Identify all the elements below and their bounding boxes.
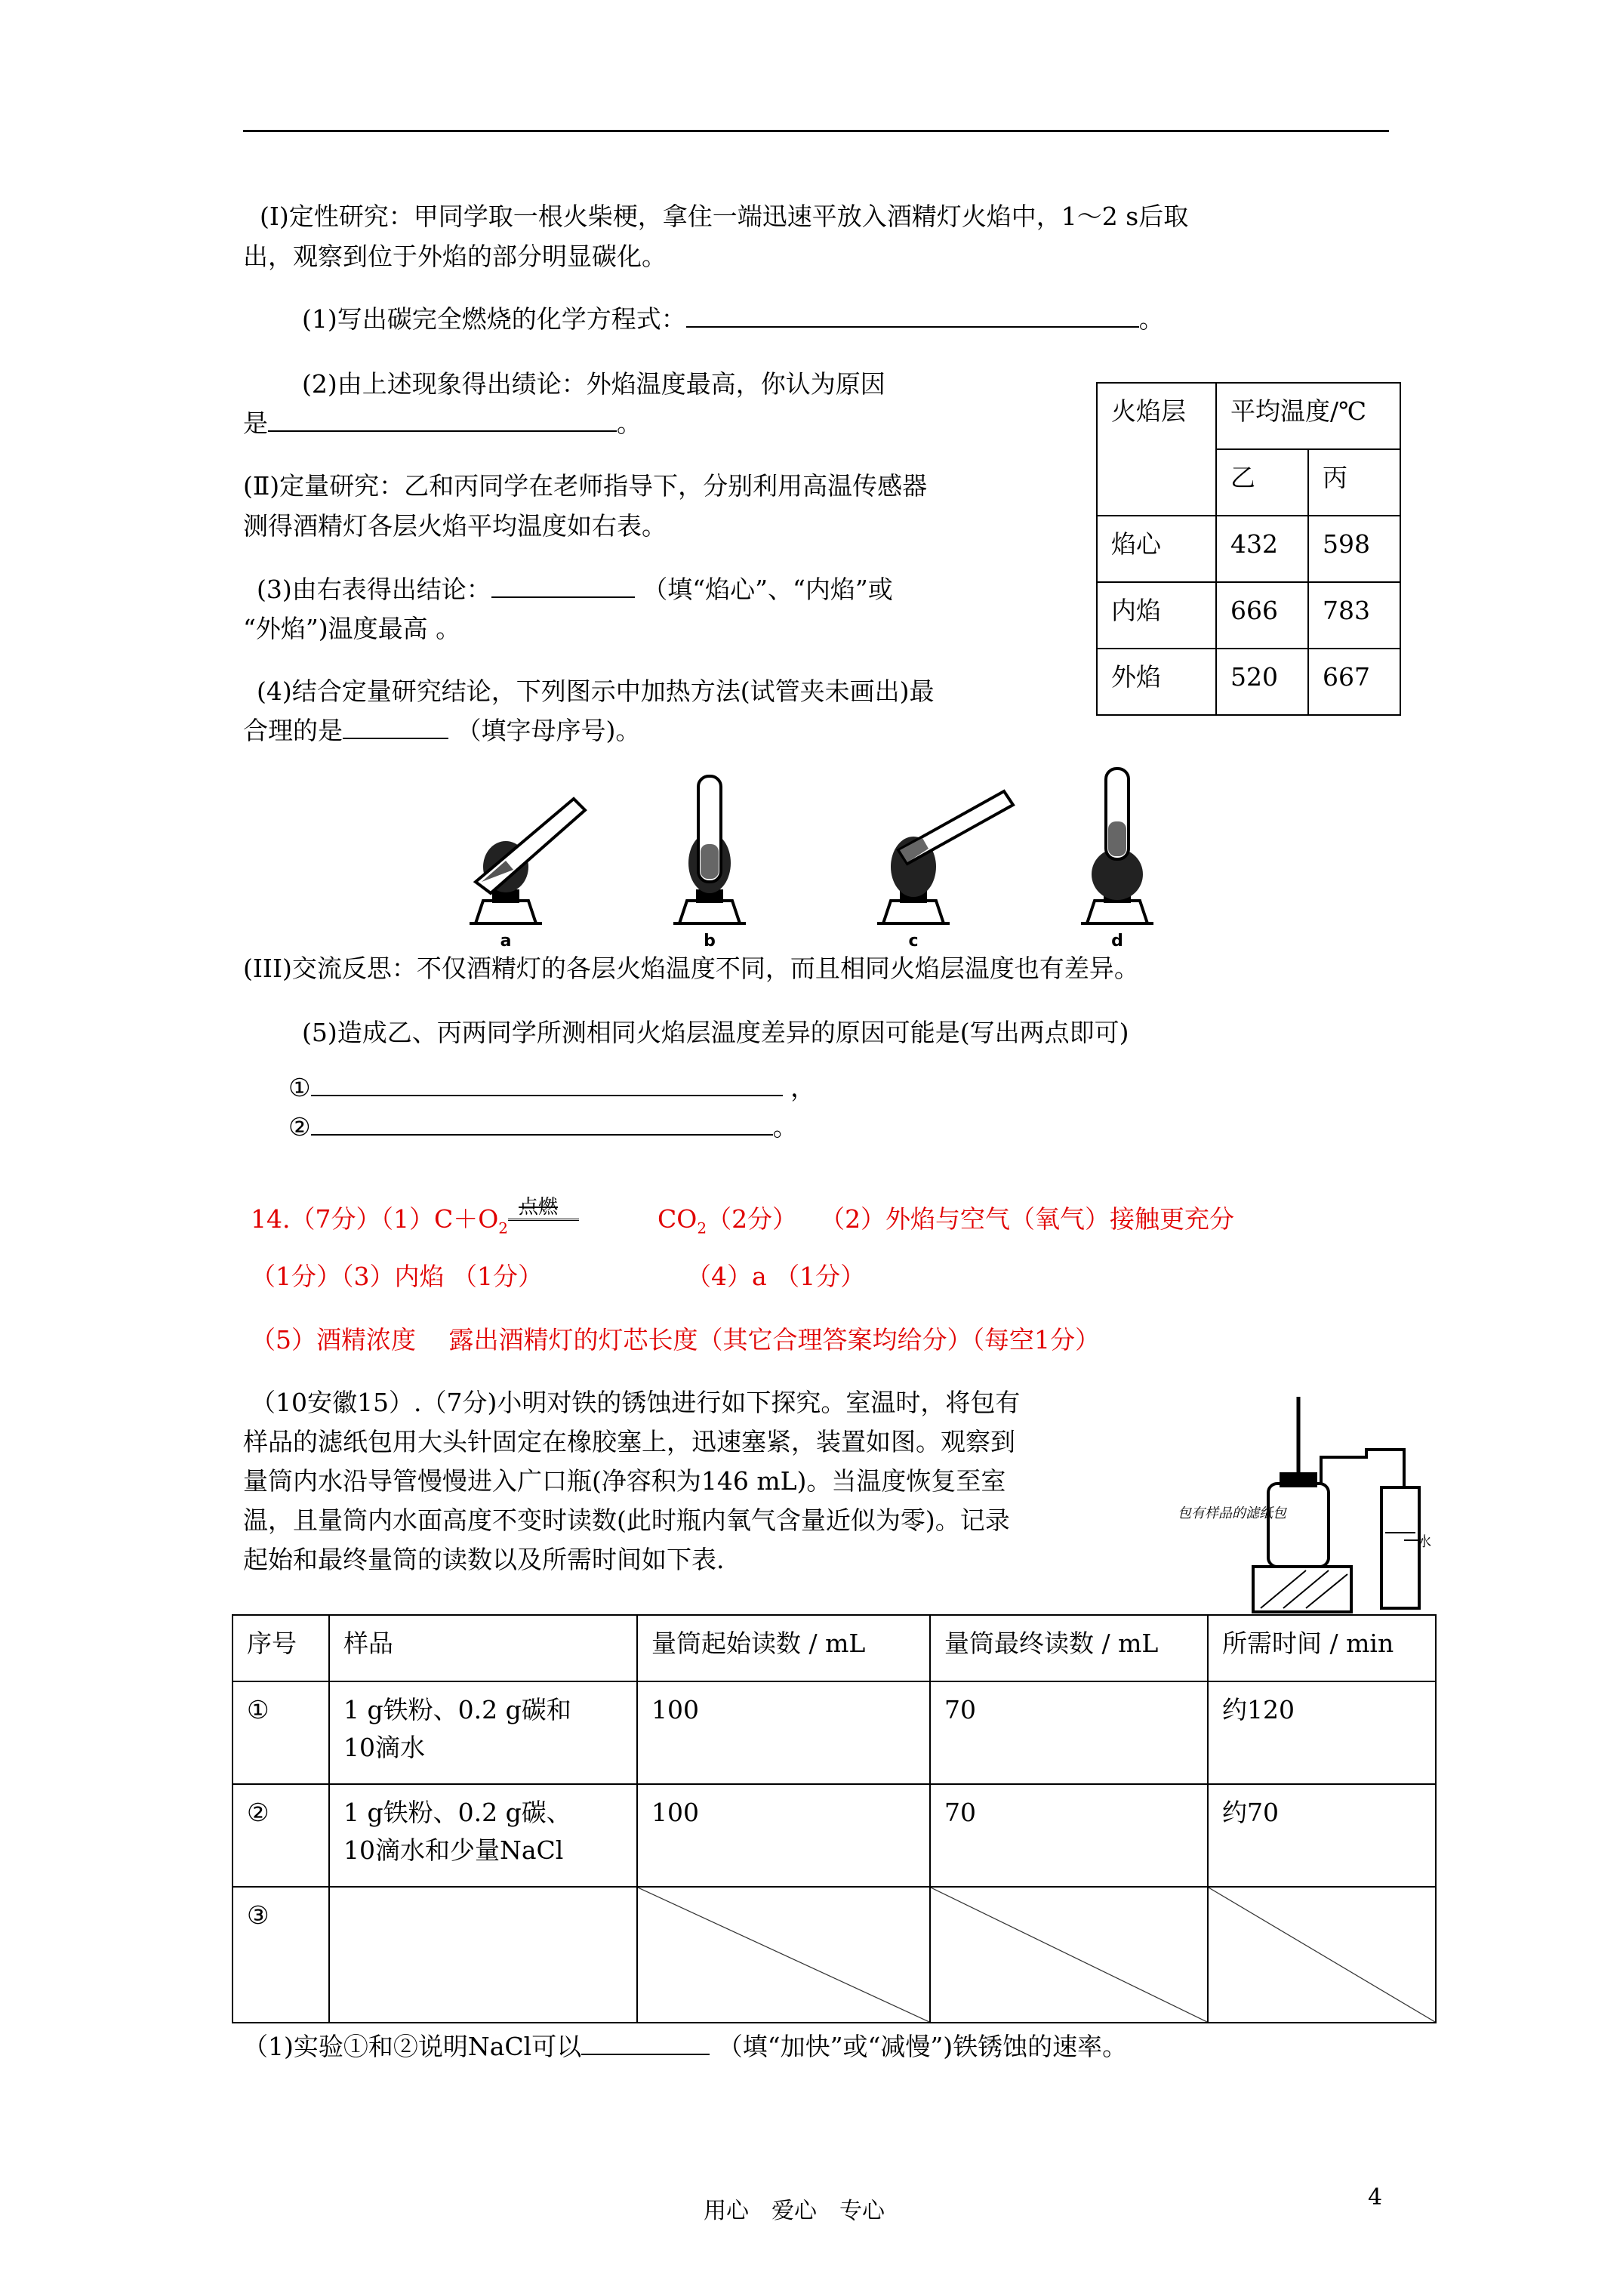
q4-answer-blank[interactable]	[343, 712, 448, 739]
q1-text: (1)写出碳完全燃烧的化学方程式：	[302, 304, 686, 334]
footer-motto: 用心 爱心 专心	[704, 2198, 885, 2224]
flame-table-sub-yi: 乙	[1216, 449, 1308, 516]
q5-text: (5)造成乙、丙两同学所测相同火焰层温度差异的原因可能是(写出两点即可)	[302, 1018, 1129, 1047]
q15-1-text-b: （填“加快”或“减慢”)铁锈蚀的速率。	[717, 2032, 1128, 2061]
q5-marker-2: ②	[288, 1112, 311, 1142]
q4-line2a: 合理的是	[243, 716, 343, 745]
q5-answer-blank-2[interactable]	[311, 1108, 773, 1136]
answer14-sub-co2: 2	[697, 1219, 707, 1237]
answer14-line3: （5）酒精浓度 露出酒精灯的灯芯长度（其它合理答案均给分）（每空1分）	[251, 1325, 1100, 1354]
q2-line2-text: 是	[243, 408, 268, 438]
q15-line5: 起始和最终量筒的读数以及所需时间如下表.	[243, 1545, 725, 1574]
q3-line1a: (3)由右表得出结论：	[257, 575, 491, 604]
q5-answer-blank-1[interactable]	[311, 1069, 783, 1096]
q15-line1: （10安徽15）.（7分)小明对铁的锈蚀进行如下探究。室温时，将包有	[251, 1388, 1021, 1417]
q15-1-text-a: （1)实验①和②说明NaCl可以	[243, 2032, 582, 2061]
q15-line2: 样品的滤纸包用大头针固定在橡胶塞上，迅速塞紧，装置如图。观察到	[243, 1427, 1015, 1456]
sec1-line2: 出，观察到位于外焰的部分明显碳化。	[243, 242, 667, 271]
q4-line2b: （填字母序号)。	[456, 716, 641, 745]
figure-label-c: c	[908, 932, 919, 951]
q3-line1	[257, 571, 893, 609]
rust-table-cell: 70	[930, 1784, 1208, 1887]
answer14-score1: （2分）	[707, 1204, 798, 1234]
answer14-line2	[251, 1258, 865, 1296]
rust-data-table	[232, 1614, 1437, 2023]
q4-line1: (4)结合定量研究结论，下列图示中加热方法(试管夹未画出)最	[257, 676, 935, 706]
q1	[302, 300, 1164, 338]
q3-answer-blank[interactable]	[491, 571, 635, 598]
flame-temperature-table	[1096, 382, 1401, 716]
rust-table-cell: ③	[233, 1887, 329, 2023]
figure-b-lamp	[673, 776, 746, 923]
q15-line4: 温，且量筒内水面高度不变时读数(此时瓶内氧气含量近似为零)。记录	[243, 1505, 1010, 1535]
answer14-line1	[251, 1196, 1235, 1247]
rust-table-cell	[329, 1784, 637, 1887]
q15-line3: 量筒内水沿导管慢慢进入广口瓶(净容积为146 mL)。当温度恢复至室	[243, 1466, 1006, 1496]
flame-table-value: 520	[1216, 649, 1308, 715]
page-number: 4	[1368, 2184, 1383, 2211]
ignite-bar	[508, 1219, 579, 1221]
rust-table-header: 序号	[233, 1615, 329, 1681]
q1-end: 。	[1138, 304, 1164, 334]
sec1-line1: (I)定性研究：甲同学取一根火柴梗，拿住一端迅速平放入酒精灯火焰中，1～2 s后取	[260, 202, 1189, 231]
answer14-reactants: 14.（7分）（1）C＋O	[251, 1204, 499, 1234]
sample-line-1: 1 g铁粉、0.2 g碳、	[343, 1798, 571, 1827]
q2-end: 。	[617, 408, 642, 438]
sec2-line2: 测得酒精灯各层火焰平均温度如右表。	[243, 511, 667, 541]
answer14-part3: （1分）（3）内焰 （1分）	[251, 1262, 543, 1291]
apparatus-label-water: 水	[1418, 1534, 1431, 1550]
q15-1-answer-blank[interactable]	[581, 2028, 710, 2055]
rust-table-header: 量筒最终读数 / mL	[930, 1615, 1208, 1681]
figure-label-d: d	[1111, 932, 1123, 951]
rust-table-cell: 100	[637, 1784, 930, 1887]
answer14-part4: （4）a （1分）	[685, 1262, 866, 1291]
answer14-part2: （2）外焰与空气（氧气）接触更充分	[820, 1204, 1235, 1234]
rust-table-header: 样品	[329, 1615, 637, 1681]
rust-table-cell: ①	[233, 1681, 329, 1784]
ignite-arrow	[508, 1196, 584, 1232]
flame-table-value: 598	[1308, 516, 1400, 582]
answer14-product: CO	[658, 1204, 698, 1234]
q5-end: 。	[772, 1112, 798, 1142]
heating-methods-figure	[430, 769, 1246, 950]
q4-line2	[243, 712, 640, 750]
ignite-label: 点燃	[519, 1196, 559, 1219]
figure-c-lamp	[877, 791, 1013, 923]
figure-label-a: a	[500, 932, 512, 951]
rust-table-blank-cell[interactable]	[637, 1887, 930, 2023]
q2-line1: (2)由上述现象得出绩论：外焰温度最高，你认为原因	[302, 369, 885, 399]
flame-table-value: 783	[1308, 582, 1400, 649]
q3-line2: “外焰”)温度最高 。	[243, 614, 461, 643]
figure-d-lamp	[1081, 769, 1153, 923]
sec3-line1: (III)交流反思：不仅酒精灯的各层火焰温度不同，而且相同火焰层温度也有差异。	[243, 954, 1139, 983]
rust-table-blank-cell[interactable]	[1208, 1887, 1436, 2023]
flame-table-sub-bing: 丙	[1308, 449, 1400, 516]
rust-table-header: 量筒起始读数 / mL	[637, 1615, 930, 1681]
flame-table-layer: 焰心	[1097, 516, 1216, 582]
flame-table-value: 666	[1216, 582, 1308, 649]
flame-table-header-layer: 火焰层	[1097, 383, 1216, 516]
rust-table-cell	[329, 1681, 637, 1784]
rust-table-cell: 约70	[1208, 1784, 1436, 1887]
sample-line-2: 10滴水和少量NaCl	[343, 1835, 564, 1865]
flame-table-value: 432	[1216, 516, 1308, 582]
q2-line2	[243, 405, 642, 442]
apparatus-label-bag: 包有样品的滤纸包	[1178, 1505, 1286, 1521]
q3-line1b: （填“焰心”、“内焰”或	[642, 575, 893, 604]
rust-table-cell: ②	[233, 1784, 329, 1887]
flame-table-layer: 外焰	[1097, 649, 1216, 715]
q5-answer-2	[288, 1108, 798, 1146]
figure-label-b: b	[704, 932, 716, 951]
sample-line-2: 10滴水	[343, 1733, 425, 1762]
answer14-sub-o2: 2	[498, 1219, 509, 1237]
q2-answer-blank[interactable]	[268, 405, 617, 432]
q15-1	[243, 2028, 1127, 2066]
sample-line-1: 1 g铁粉、0.2 g碳和	[343, 1695, 571, 1724]
figure-a-lamp	[470, 799, 585, 923]
flame-table-header-temp: 平均温度/℃	[1216, 383, 1400, 449]
rust-table-blank-cell[interactable]	[930, 1887, 1208, 2023]
q5-answer-1	[288, 1069, 815, 1107]
flame-table-layer: 内焰	[1097, 582, 1216, 649]
rust-table-cell: 100	[637, 1681, 930, 1784]
rust-table-cell: 约120	[1208, 1681, 1436, 1784]
q5-sep-1: ，	[790, 1073, 816, 1102]
flame-table-value: 667	[1308, 649, 1400, 715]
rust-apparatus-figure	[1178, 1382, 1431, 1616]
q1-answer-blank[interactable]	[686, 300, 1139, 328]
q5-marker-1: ①	[288, 1073, 311, 1102]
header-rule	[243, 130, 1389, 132]
sec2-line1: (Ⅱ)定量研究：乙和丙同学在老师指导下，分别利用高温传感器	[243, 471, 928, 501]
rust-table-cell[interactable]	[329, 1887, 637, 2023]
rust-table-header: 所需时间 / min	[1208, 1615, 1436, 1681]
rust-table-cell: 70	[930, 1681, 1208, 1784]
